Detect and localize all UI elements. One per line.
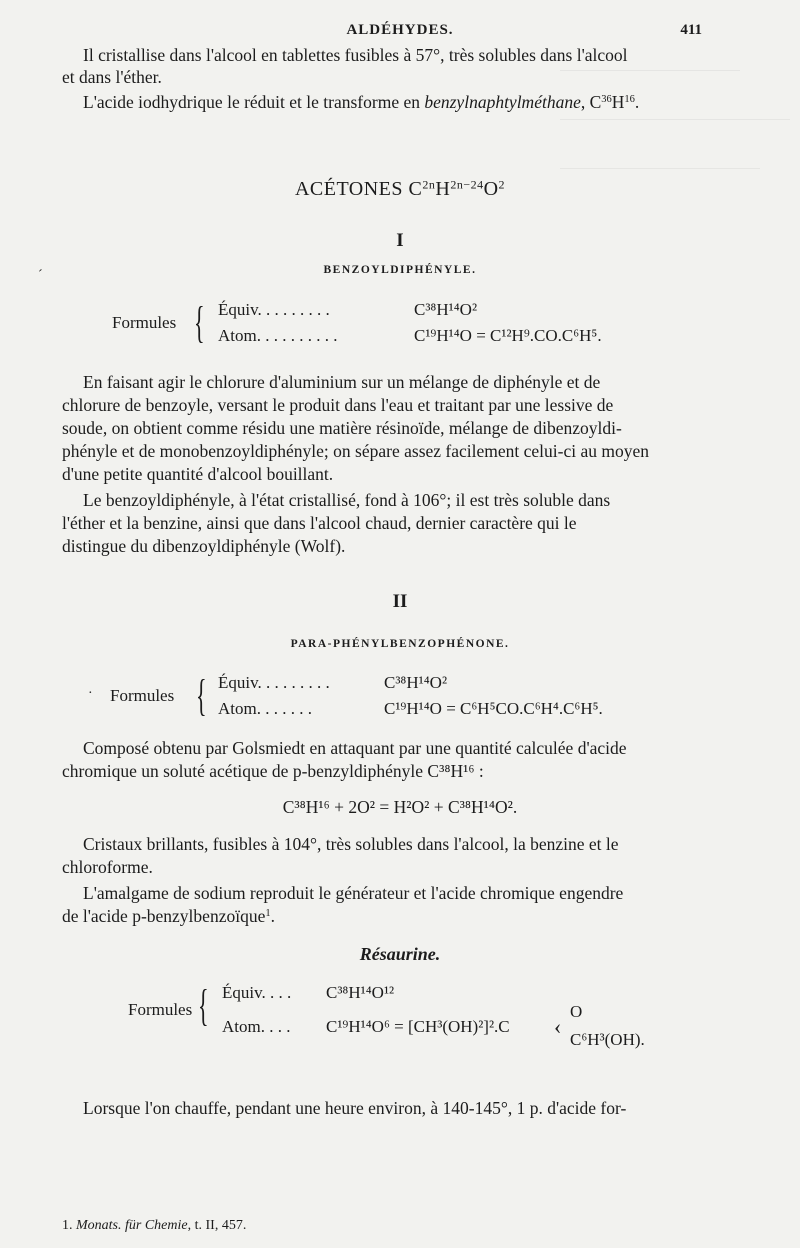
formula-index: 2 (498, 177, 506, 192)
paragraph-line: soude, on obtient comme résidu une matière résinoïde, mélange de dibenzoyldi- (62, 418, 622, 438)
formula-row-value: C³⁸H¹⁴O² (414, 300, 478, 319)
paragraph-line: Cristaux brillants, fusibles à 104°, très solubles dans l'alcool, la benzine et le (83, 834, 619, 854)
formula-block-1 (112, 295, 672, 355)
formula-row-value: C¹⁹H¹⁴O = C⁶H⁵CO.C⁶H⁴.C⁶H⁵. (384, 699, 603, 718)
formula-label: Formules (128, 1000, 193, 1019)
angle-bracket-icon: ‹ (554, 1014, 562, 1039)
paragraph-line: phényle et de monobenzoyldiphényle; on sépare assez facilement celui-ci au moyen (62, 441, 649, 461)
running-header (0, 22, 800, 42)
reaction-equation: C³⁸H¹⁶ + 2O² = H²O² + C³⁸H¹⁴O². (282, 797, 518, 817)
section-number-1: I (396, 230, 404, 251)
footnote (62, 1218, 246, 1234)
brace-icon: { (198, 981, 209, 1030)
margin-mark: · (88, 686, 93, 701)
formula-index: 2n−24 (450, 177, 484, 192)
brace-icon: { (196, 671, 207, 720)
paragraph-line: chromique un soluté acétique de p-benzyldiphényle C³⁸H¹⁶ : (62, 761, 484, 781)
section-number-2: II (392, 591, 408, 612)
subscript-number: 36 (601, 94, 612, 106)
paragraph-line: Composé obtenu par Golsmiedt en attaquant par une quantité calculée d'acide (83, 738, 627, 758)
formula-index: 2n (422, 177, 436, 192)
heading-text: O (483, 178, 499, 200)
paragraph-line: Lorsque l'on chauffe, pendant une heure environ, à 140-145°, 1 p. d'acide for- (83, 1098, 627, 1118)
formula-row-value: C³⁸H¹⁴O² (384, 673, 448, 692)
formula-row-value: C¹⁹H¹⁴O⁶ = [CH³(OH)²]².C (326, 1017, 510, 1036)
brace-icon: { (194, 298, 205, 347)
formula-row-label: Atom. . . . . . . (218, 699, 312, 718)
section-heading-acetones (0, 178, 800, 201)
formula-block-3 (128, 978, 688, 1058)
paragraph-line: l'éther et la benzine, ainsi que dans l'alcool chaud, dernier caractère qui le (62, 513, 577, 533)
text-run: L'acide iodhydrique le réduit et le transforme en (83, 92, 425, 112)
footnote-marker[interactable]: 1 (265, 908, 271, 920)
formula-label: Formules (110, 686, 175, 705)
heading-text: ACÉTONES C (294, 178, 423, 200)
footnote-journal: Monats. für Chemie (76, 1218, 188, 1233)
formula-row-label: Atom. . . . (222, 1017, 291, 1036)
formula-block-2 (90, 668, 690, 728)
paragraph-line: chlorure de benzoyle, versant le produit dans l'eau et traitant par une lessive de (62, 395, 614, 415)
text-run: , C (580, 92, 602, 112)
formula-label: Formules (112, 313, 177, 332)
paragraph-2-line (62, 91, 694, 113)
paragraph-1-line-2: et dans l'éther. (62, 67, 162, 87)
page-number: 411 (680, 22, 702, 38)
paragraph-line: Le benzoyldiphényle, à l'état cristallisé, fond à 106°; il est très soluble dans (83, 490, 611, 510)
formula-row-value: C¹⁹H¹⁴O = C¹²H⁹.CO.C⁶H⁵. (414, 326, 602, 345)
compound-name: benzylnaphtylméthane (424, 92, 581, 112)
section-title-2: PARA-PHÉNYLBENZOPHÉNONE. (290, 638, 510, 650)
section-title-1: BENZOYLDIPHÉNYLE. (323, 264, 477, 276)
header-title: ALDÉHYDES. (346, 22, 454, 38)
formula-branch-bottom: C⁶H³(OH). (570, 1030, 645, 1049)
footnote-reference: , t. II, 457. (187, 1218, 247, 1233)
paragraph-line: distingue du dibenzoyldiphényle (Wolf). (62, 536, 346, 556)
text-run: H (611, 92, 625, 112)
subsection-title-resaurine: Résaurine. (359, 944, 441, 964)
margin-mark: ´ (38, 268, 43, 283)
paragraph-line (62, 905, 694, 927)
footnote-number: 1. (62, 1218, 73, 1233)
formula-row-label: Atom. . . . . . . . . . (218, 326, 338, 345)
heading-text: H (435, 178, 451, 200)
formula-row-label: Équiv. . . . . . . . . (218, 673, 330, 692)
paragraph-line: En faisant agir le chlorure d'aluminium sur un mélange de diphényle et de (83, 372, 601, 392)
text-run: . (634, 92, 640, 112)
text-run: . (270, 906, 275, 926)
paragraph-line: chloroforme. (62, 857, 153, 877)
formula-branch-top: O (570, 1002, 583, 1021)
text-run: de l'acide p-benzylbenzoïque (62, 906, 266, 926)
paragraph-line: d'une petite quantité d'alcool bouillant. (62, 464, 334, 484)
formula-row-label: Équiv. . . . . . . . . (218, 300, 330, 319)
formula-row-label: Équiv. . . . (222, 983, 292, 1002)
paragraph-1-line-1: Il cristallise dans l'alcool en tablettes fusibles à 57°, très solubles dans l'alcool (83, 45, 628, 65)
formula-row-value: C³⁸H¹⁴O¹² (326, 983, 395, 1002)
paragraph-line: L'amalgame de sodium reproduit le générateur et l'acide chromique engendre (83, 883, 624, 903)
subscript-number: 16 (624, 94, 635, 106)
